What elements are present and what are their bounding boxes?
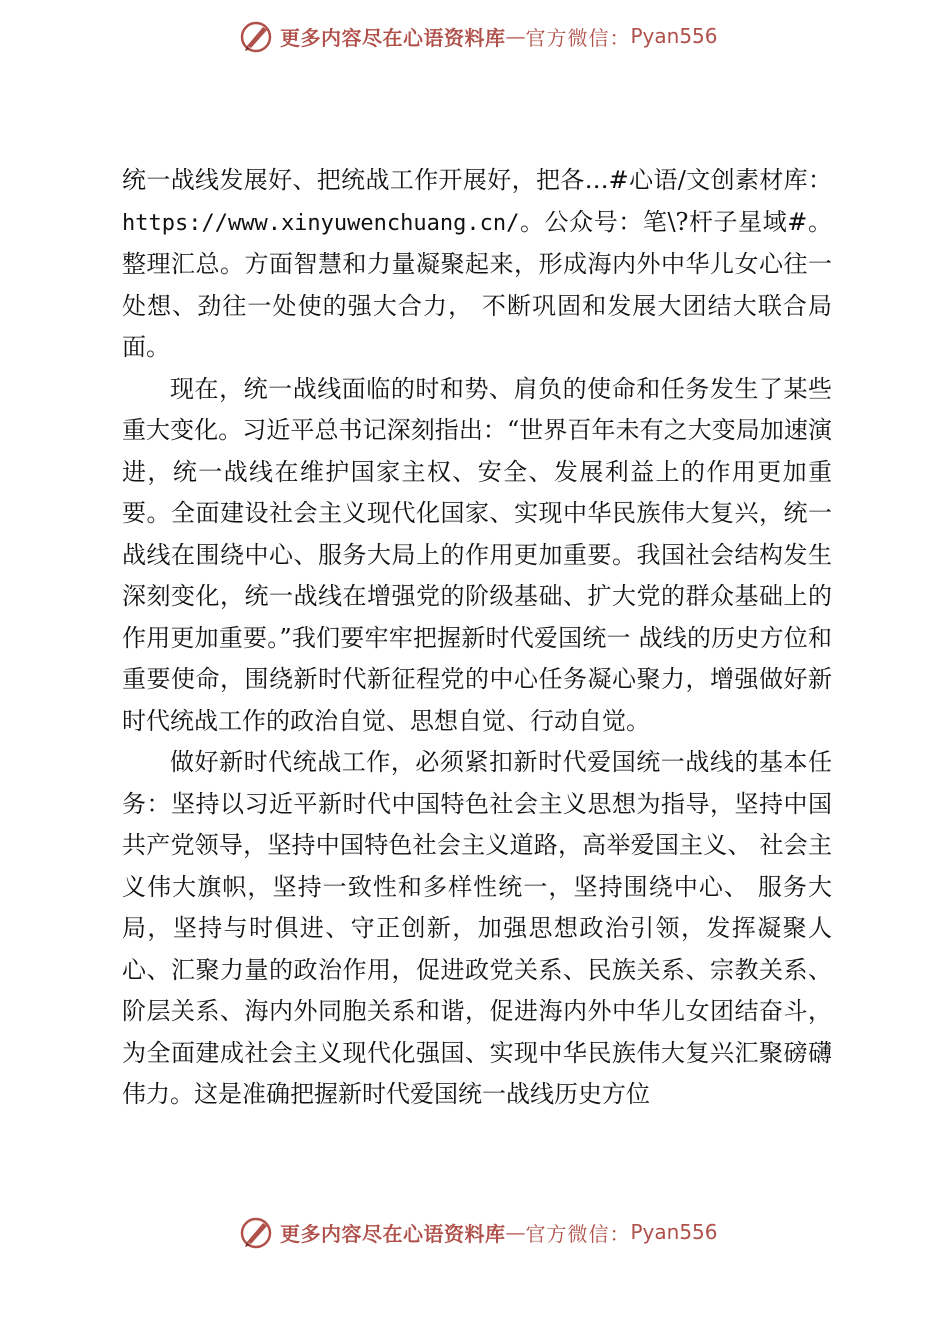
- footer-contact-id: Pyan556: [630, 1220, 718, 1244]
- paragraph-1-text-b: 。公众号：笔\?杆子星域#。整理汇总。方面智慧和力量凝聚起来，形成海内外中华儿女心往一处想、劲往一处使的强大合力， 不断巩固和发展大团结大联合局面。: [122, 207, 832, 361]
- paragraph-3: 做好新时代统战工作，必须紧扣新时代爱国统一战线的基本任务：坚持以习近平新时代中国特色社会主义思想为指导，坚持中国共产党领导，坚持中国特色社会主义道路，高举爱国主义、 社会主义伟大旗帜，坚持一致性和多样性统一，坚持围绕中心、 服务大局，坚持与时俱进、守正创新，加强思想政治引领，发挥凝聚人心、汇聚力量的政治作用，促进政党关系、民族关系、宗教关系、阶层关系、海内外同胞关系和谐，促进海内外中华儿女团结奋斗，为全面建成社会主义现代化强国、实现中华民族伟大复兴汇聚磅礴伟力。这是准确把握新时代爱国统一战线历史方位: [122, 748, 832, 1108]
- paragraph-1-text-a: 统一战线发展好、把统战工作开展好，把各…#心语/文创素材库：: [122, 166, 832, 194]
- header-contact-label: 官方微信：: [525, 25, 631, 50]
- header-banner: [238, 16, 718, 56]
- footer-dash: —: [505, 1220, 526, 1244]
- header-brand-text: 更多内容尽在心语资料库: [280, 25, 506, 50]
- pen-logo-icon: [238, 18, 274, 54]
- footer-brand-text: 更多内容尽在心语资料库: [280, 1221, 506, 1246]
- paragraph-1: [122, 160, 832, 369]
- paragraph-1-url: https://www.xinyuwenchuang.cn/: [122, 210, 520, 236]
- footer-contact-label: 官方微信：: [525, 1221, 631, 1246]
- document-body: [122, 160, 832, 1116]
- header-dash: —: [505, 24, 526, 48]
- header-contact-id: Pyan556: [630, 24, 718, 48]
- paragraph-2: 现在，统一战线面临的时和势、肩负的使命和任务发生了某些重大变化。习近平总书记深刻指出：“世界百年未有之大变局加速演进，统一战线在维护国家主权、安全、发展利益上的作用更加重要。全面建设社会主义现代化国家、实现中华民族伟大复兴，统一战线在围绕中心、服务大局上的作用更加重要。我国社会结构发生深刻变化，统一战线在增强党的阶级基础、扩大党的群众基础上的作用更加重要。”我们要牢牢把握新时代爱国统一 战线的历史方位和重要使命，围绕新时代新征程党的中心任务凝心聚力，增强做好新时代统战工作的政治自觉、思想自觉、行动自觉。: [122, 374, 832, 735]
- footer-banner: [238, 1212, 718, 1252]
- pen-logo-icon: [238, 1214, 274, 1250]
